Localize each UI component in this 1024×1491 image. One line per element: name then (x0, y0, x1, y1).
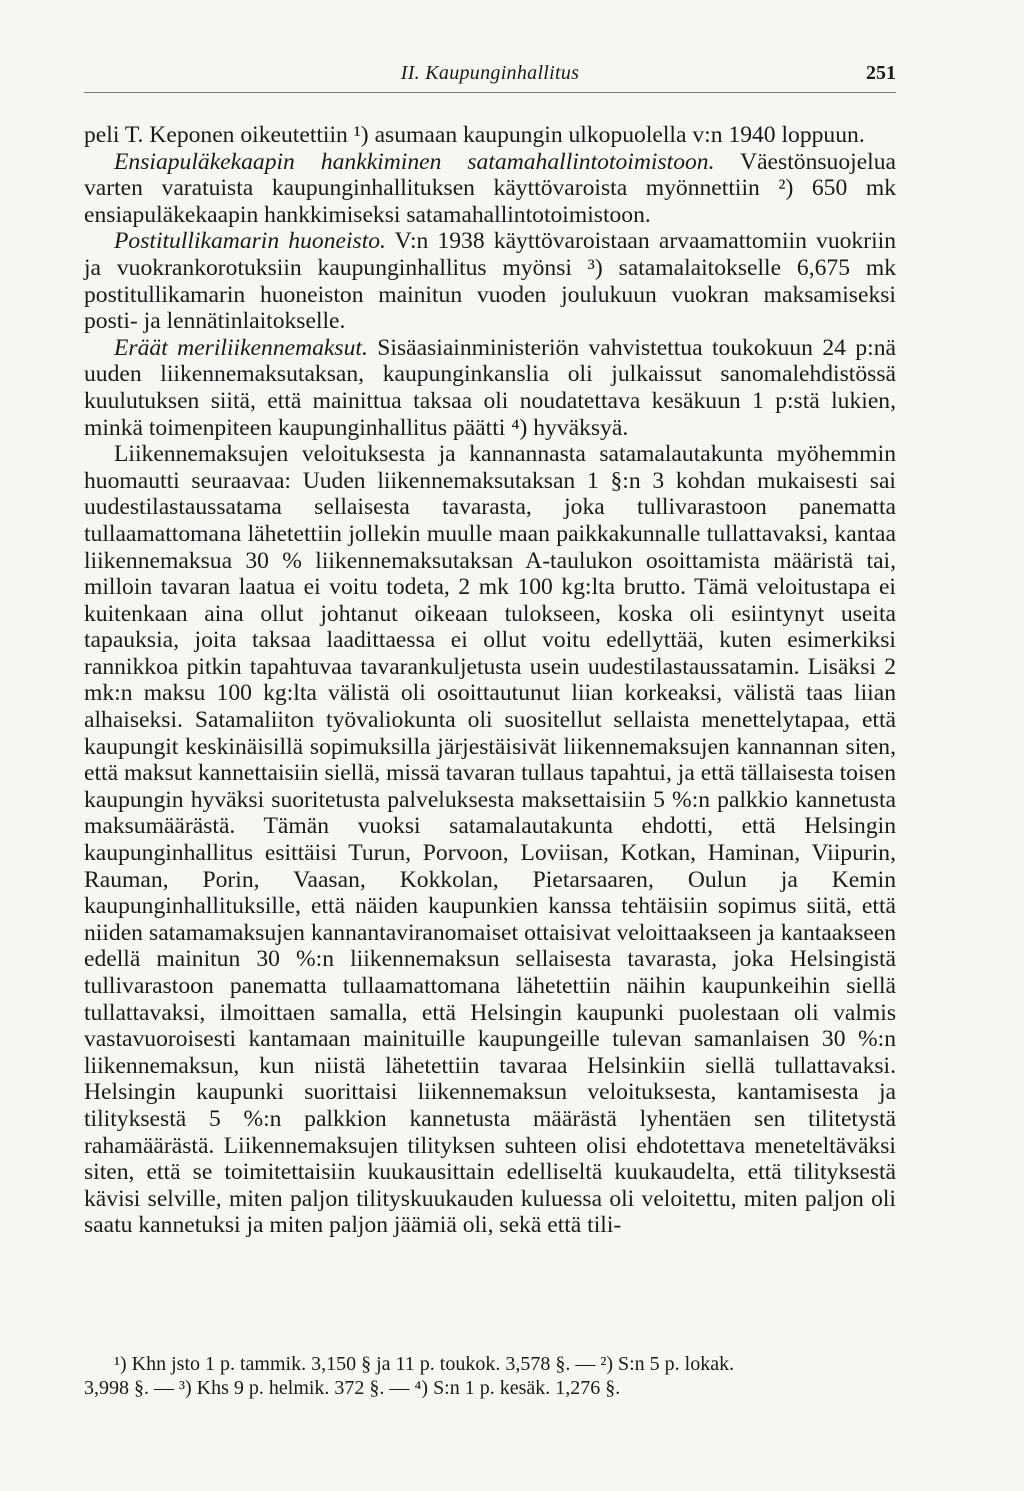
section-heading: Postitullikamarin huoneisto. (114, 228, 386, 255)
paragraph-postitullikamari (84, 228, 896, 334)
page-number: 251 (866, 62, 896, 84)
running-header (84, 62, 896, 93)
paragraph-text: V:n 1938 käyttövaroistaan arvaamattomiin vuokriin ja vuokrankorotuksiin kaupunginhallitus myönsi ³) satamalaitokselle 6,675 mk postitullikamarin huoneiston mainitun vuoden joulukuun vuokran maksamiseksi posti- ja lennätinlaitokselle. (84, 228, 896, 335)
body-text (84, 122, 896, 1239)
section-heading: Eräät meriliikennemaksut. (114, 334, 368, 361)
paragraph-text: peli T. Keponen oikeutettiin ¹) asumaan kaupungin ulkopuolella v:n 1940 loppuun. (84, 122, 865, 148)
paragraph-text: Sisäasiainministeriön vahvistettua toukokuun 24 p:nä uuden liikennemaksutaksan, kaupunginkanslia oli julkaissut sanomalehdistössä kuulutuksen siitä, että mainittua taksaa oli noudatettava kesäkuun 1 p:stä lukien, minkä toimenpiteen kaupunginhallitus päätti ⁴) hyväksyä. (84, 334, 896, 441)
paragraph-liikennemaksujen-veloitus (84, 441, 896, 1239)
paragraph-continuation (84, 122, 896, 149)
section-heading: Ensiapuläkekaapin hankkiminen satamahallintotoimistoon. (114, 148, 715, 175)
paragraph-ensiapulaakekaappi (84, 149, 896, 229)
footnote-line: 3,998 §. — ³) Khs 9 p. helmik. 372 §. — ⁴) S:n 1 p. kesäk. 1,276 §. (84, 1377, 621, 1399)
paragraph-text: Liikennemaksujen veloituksesta ja kannannasta satamalautakunta myöhemmin huomautti seuraavaa: Uuden liikennemaksutaksan 1 §:n 3 kohdan mukaisesti sai uudestilastaussatama sellaisesta tavarasta, joka tullivarastoon panematta tullaamattomana lähetettiin jollekin muulle maan paikkakunnalle tullattavaksi, kantaa liikennemaksua 30 % liikennemaksutaksan A-taulukon osoittamista määristä tai, milloin tavaran laatua ei voitu todeta, 2 mk 100 kg:lta brutto. Tämä veloitustapa ei kuitenkaan aina ollut johtanut oikeaan tulokseen, koska oli esiintynyt useita tapauksia, joita taksaa laadittaessa ei ollut voitu edellyttää, kuten esimerkiksi rannikkoa pitkin tapahtuvaa tavarankuljetusta usein uudestilastaussatamin. Lisäksi 2 mk:n maksu 100 kg:lta välistä oli osoittautunut liian korkeaksi, välistä taas liian alhaiseksi. Satamaliiton työvaliokunta oli suositellut sellaista menettelytapaa, että kaupungit keskinäisillä sopimuksilla järjestäisivät liikennemaksujen kannannan siten, että maksut kannettaisiin siellä, missä tavaran tullaus tapahtui, ja että tällaisesta toisen kaupungin hyväksi suoritetusta palveluksesta maksettaisiin 5 %:n palkkio kannetusta maksumäärästä. Tämän vuoksi satamalautakunta ehdotti, että Helsingin kaupunginhallitus esittäisi Turun, Porvoon, Loviisan, Kotkan, Haminan, Viipurin, Rauman, Porin, Vaasan, Kokkolan, Pietarsaaren, Oulun ja Kemin kaupunginhallituksille, että näiden kaupunkien kanssa tehtäisiin sopimus siitä, että niiden satamamaksujen kannantaviranomaiset ottaisivat veloittaakseen ja kantaakseen edellä mainitun 30 %:n liikennemaksun sellaisesta tavarasta, joka Helsingistä tullivarastoon panematta tullaamattomana lähetettiin näihin kaupunkeihin siellä tullattavaksi, ilmoittaen samalla, että Helsingin kaupunki puolestaan oli valmis vastavuoroisesti kantamaan mainituille kaupungeille tulevan samanlaisen 30 %:n liikennemaksun, kun niistä lähetettiin tavaraa Helsinkiin siellä tullattavaksi. Helsingin kaupunki suorittaisi liikennemaksun veloituksesta, kantamisesta ja tilityksestä 5 %:n palkkion kannetusta määrästä lyhentäen sen tilitetystä rahamäärästä. Liikennemaksujen tilityksen suhteen olisi ehdotettava meneteltäväksi siten, että se toimitettaisiin kuukausittain edelliseltä kuukaudelta, että tilityksestä kävisi selville, miten paljon tilityskuukauden kuluessa oli veloitettu, miten paljon oli saatu kannetuksi ja miten paljon jäämiä oli, sekä että tili- (84, 441, 896, 1239)
footnote-line: ¹) Khn jsto 1 p. tammik. 3,150 § ja 11 p. toukok. 3,578 §. — ²) S:n 5 p. lokak. (114, 1353, 735, 1375)
paragraph-meriliikennemaksut (84, 335, 896, 441)
paragraph-text: Väestönsuojelua varten varatuista kaupunginhallituksen käyttövaroista myönnettiin ²) 650 mk ensiapuläkekaapin hankkimiseksi satamahallintotoimistoon. (84, 148, 896, 228)
footnotes (84, 1352, 896, 1400)
chapter-title: II. Kaupunginhallitus (400, 62, 580, 84)
